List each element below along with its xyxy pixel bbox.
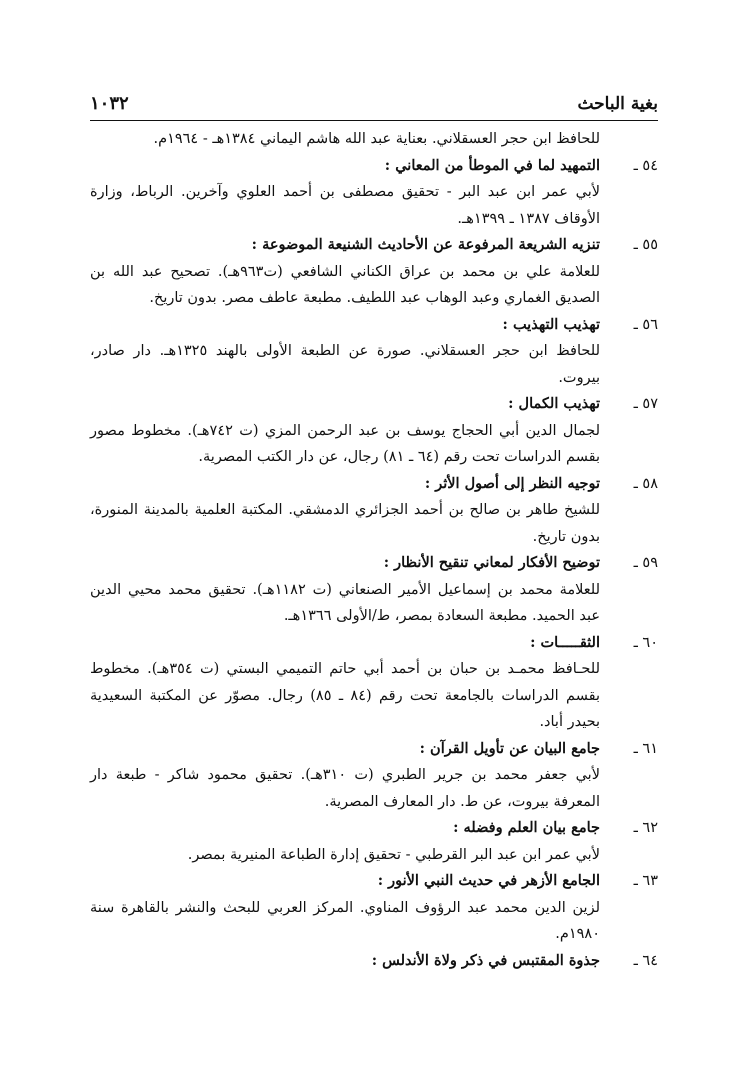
- entry-heading: [90, 391, 658, 418]
- entry-title: الجامع الأزهر في حديث النبي الأنور :: [377, 872, 600, 889]
- entry-heading: [90, 232, 658, 259]
- page-number: ١٠٣٢: [90, 93, 129, 114]
- entry-description: لجمال الدين أبي الحجاج يوسف بن عبد الرحمن المزي (ت ٧٤٢هـ). مخطوط مصور بقسم الدراسات تحت رقم (٦٤ ـ ٨١) رجال، عن دار الكتب المصرية.: [90, 422, 600, 465]
- entry-heading: [90, 630, 658, 657]
- bibliography-entry: [90, 312, 658, 392]
- entry-title: جامع بيان العلم وفضله :: [453, 819, 600, 836]
- bibliography-entry: [90, 736, 658, 816]
- page-header: [90, 84, 658, 121]
- entries-container: [90, 153, 658, 975]
- bibliography-entry: [90, 948, 658, 975]
- entry-description: للشيخ طاهر بن صالح بن أحمد الجزائري الدمشقي. المكتبة العلمية بالمدينة المنورة، بدون تاريخ.: [90, 502, 600, 545]
- entry-title: جذوة المقتبس في ذكر ولاة الأندلس :: [371, 951, 600, 969]
- entry-title: الثقـــــات :: [530, 633, 600, 651]
- entry-description: للعلامة علي بن محمد بن عراق الكناني الشافعي (ت٩٦٣هـ). تصحيح عبد الله بن الصديق الغماري وعبد الوهاب عبد اللطيف. مطبعة عاطف مصر. بدون تاريخ.: [90, 263, 600, 306]
- bibliography-entry: [90, 550, 658, 630]
- entry-description: لأبي عمر ابن عبد البر - تحقيق مصطفى بن أحمد العلوي وآخرين. الرباط، وزارة الأوقاف ١٣٨٧ ـ ١٣٩٩هـ.: [90, 184, 600, 227]
- entry-number: ٥٨ ـ: [633, 475, 658, 492]
- entry-heading: [90, 736, 658, 763]
- entry-heading: [90, 471, 658, 498]
- entry-title: توجيه النظر إلى أصول الأثر :: [424, 474, 600, 492]
- entry-heading: [90, 948, 658, 975]
- bibliography-entry: [90, 153, 658, 233]
- entry-title: جامع البيان عن تأويل القرآن :: [419, 739, 600, 757]
- entry-title: توضيح الأفكار لمعاني تنقيح الأنظار :: [383, 554, 600, 571]
- entry-heading: [90, 312, 658, 339]
- bibliography-entry: [90, 630, 658, 736]
- bibliography-entry: [90, 471, 658, 551]
- entry-number: ٦٠ ـ: [633, 634, 658, 651]
- entry-heading: [90, 153, 658, 180]
- entry-description: لأبي جعفر محمد بن جرير الطبري (ت ٣١٠هـ). تحقيق محمود شاكر - طبعة دار المعرفة بيروت، عن ط. دار المعارف المصرية.: [90, 767, 600, 810]
- bibliography-entry: [90, 815, 658, 868]
- entry-description: لأبي عمر ابن عبد البر القرطبي - تحقيق إدارة الطباعة المنيرية بمصر.: [187, 846, 600, 863]
- bibliography-list: [90, 126, 658, 974]
- entry-heading: [90, 550, 658, 577]
- entry-description: للحـافظ محمـد بن حبان بن أحمد أبي حاتم التميمي البستي (ت ٣٥٤هـ). مخطوط بقسم الدراسات بالجامعة تحت رقم (٨٤ ـ ٨٥) رجال. مصوّر عن المكتبة السعيدية بحيدر أباد.: [90, 661, 600, 730]
- entry-description: لزين الدين محمد عبد الرؤوف المناوي. المركز العربي للبحث والنشر بالقاهرة سنة ١٩٨٠م.: [90, 899, 600, 942]
- bibliography-entry: [90, 868, 658, 948]
- entry-number: ٥٧ ـ: [633, 396, 658, 412]
- entry-heading: [90, 868, 658, 895]
- bibliography-entry: [90, 391, 658, 471]
- entry-description: للحافظ ابن حجر العسقلاني. صورة عن الطبعة الأولى بالهند ١٣٢٥هـ. دار صادر، بيروت.: [90, 343, 600, 386]
- entry-title: تهذيب التهذيب :: [502, 315, 600, 333]
- entry-number: ٥٥ ـ: [633, 237, 658, 253]
- entry-title: التمهيد لما في الموطأ من المعاني :: [384, 156, 600, 174]
- entry-number: ٥٩ ـ: [633, 555, 658, 571]
- entry-title: تهذيب الكمال :: [508, 395, 600, 412]
- entry-description: للعلامة محمد بن إسماعيل الأمير الصنعاني (ت ١١٨٢هـ). تحقيق محمد محيي الدين عبد الحميد. مطبعة السعادة بمصر، ط/الأولى ١٣٦٦هـ.: [90, 581, 600, 624]
- entry-number: ٥٦ ـ: [633, 316, 658, 333]
- continued-entry-text: للحافظ ابن حجر العسقلاني. بعناية عبد الله هاشم اليماني ١٣٨٤هـ - ١٩٦٤م.: [153, 131, 600, 147]
- entry-number: ٦٣ ـ: [633, 873, 658, 889]
- entry-title: تنزيه الشريعة المرفوعة عن الأحاديث الشنيعة الموضوعة :: [251, 236, 600, 253]
- entry-number: ٦٢ ـ: [633, 820, 658, 836]
- bibliography-entry: [90, 232, 658, 312]
- running-title: بغية الباحث: [577, 94, 658, 114]
- entry-number: ٦١ ـ: [633, 740, 658, 757]
- entry-number: ٦٤ ـ: [633, 952, 658, 969]
- entry-heading: [90, 815, 658, 842]
- entry-number: ٥٤ ـ: [633, 157, 658, 174]
